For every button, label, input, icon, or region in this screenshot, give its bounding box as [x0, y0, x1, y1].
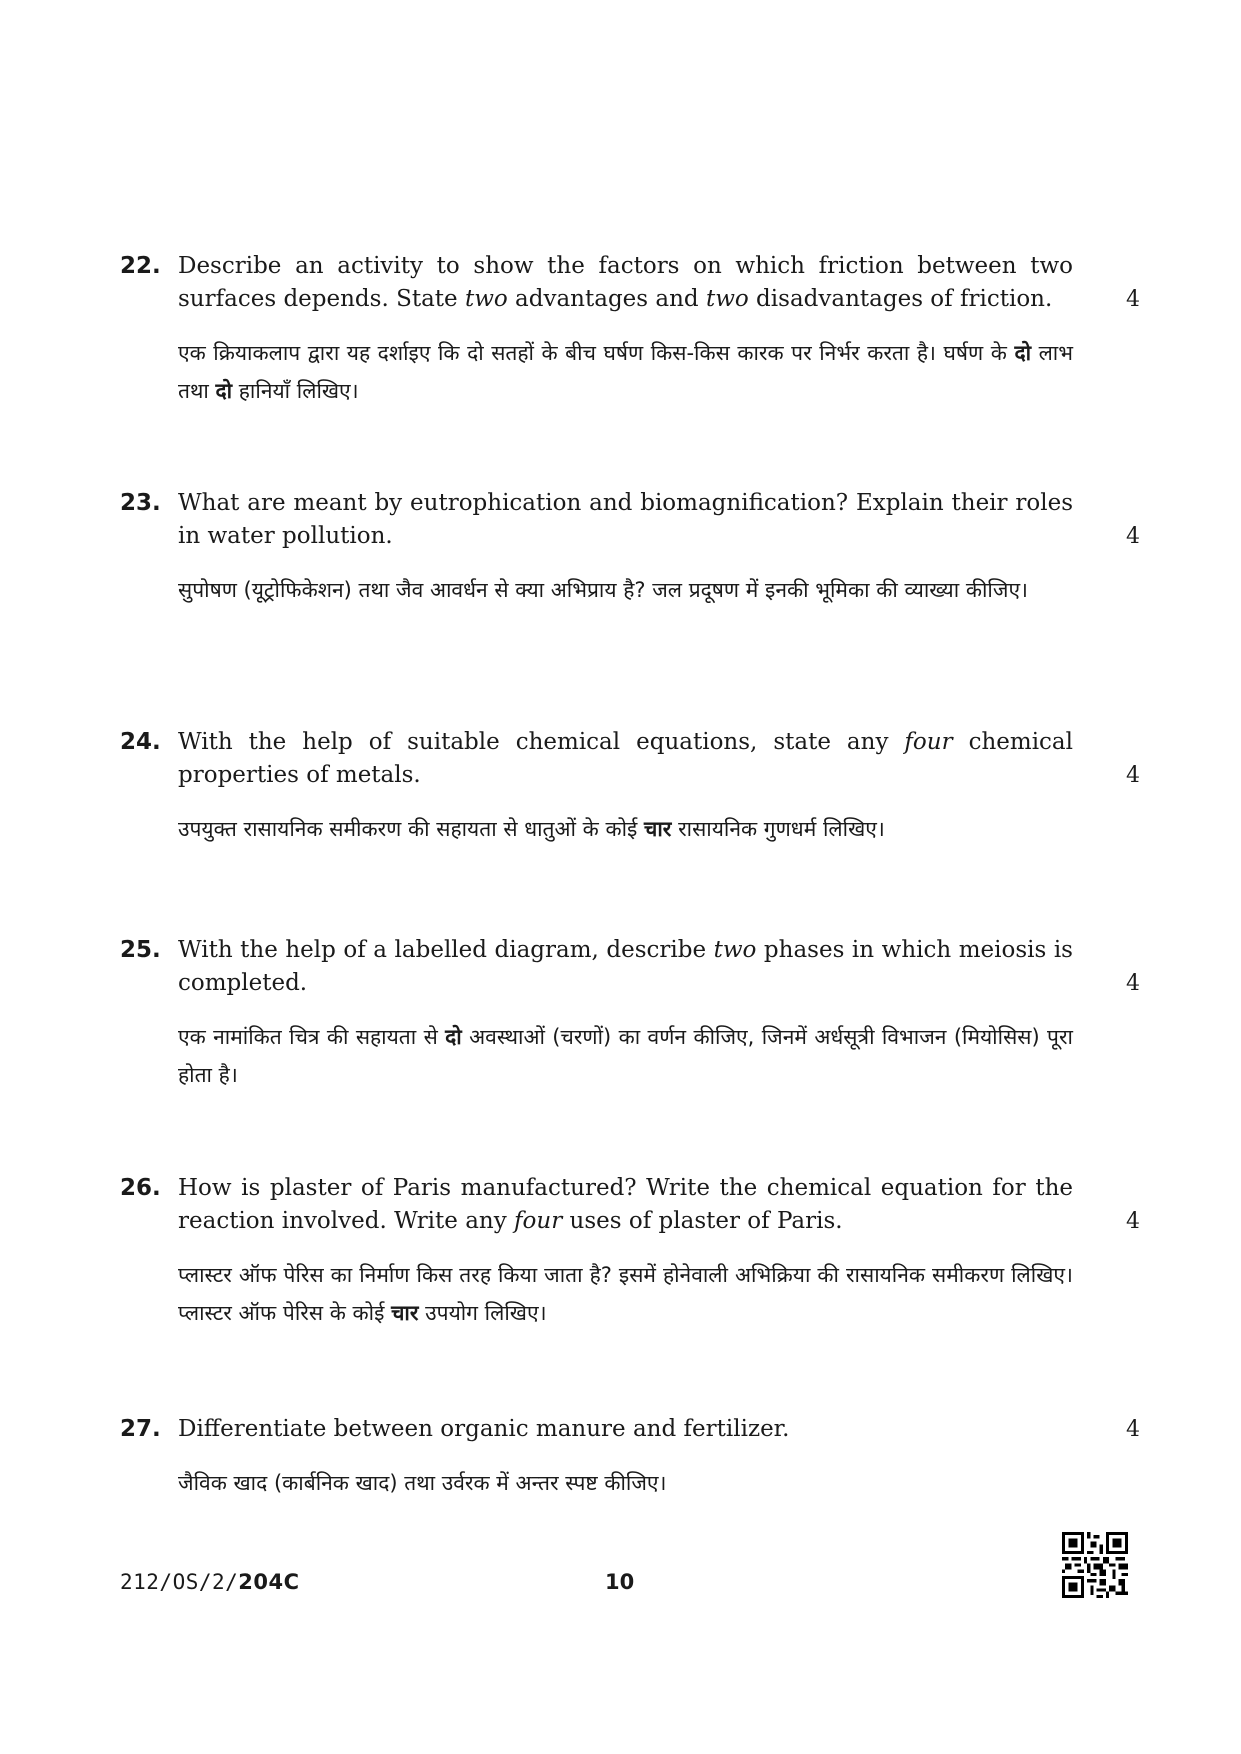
question-26 — [120, 1172, 1140, 1332]
hindi-text-segment: सुपोषण (यूट्रोफिकेशन) तथा जैव आवर्धन से क्या अभिप्राय है? जल प्रदूषण में इनकी भूमिका की व्याख्या कीजिए। — [178, 578, 1029, 602]
hindi-text-segment: दो — [445, 1025, 462, 1049]
hindi-text-segment: दो — [1014, 341, 1032, 365]
english-text-segment: two — [464, 286, 508, 312]
hindi-text-segment: उपयुक्त रासायनिक समीकरण की सहायता से धातुओं के कोई — [178, 817, 645, 841]
question-number: 25. — [120, 937, 161, 963]
question-text-english — [178, 726, 1073, 792]
hindi-text-segment: अवस्थाओं (चरणों) का वर्णन कीजिए, जिनमें अर्धसूत्री विभाजन (मियोसिस) पूरा होता है। — [178, 1025, 1073, 1087]
question-text-english — [178, 250, 1073, 316]
english-text-segment: phases in which meiosis is completed. — [178, 937, 1073, 996]
hindi-text-segment: प्लास्टर ऑफ पेरिस का निर्माण किस तरह किया जाता है? इसमें होनेवाली अभिक्रिया की रासायनिक समीकरण लिखिए। प्लास्टर ऑफ पेरिस के कोई — [178, 1263, 1073, 1325]
english-text-segment: two — [713, 937, 757, 963]
question-text-english — [178, 1172, 1073, 1238]
question-text-hindi — [178, 571, 1073, 609]
question-number: 22. — [120, 253, 161, 279]
question-25 — [120, 934, 1140, 1094]
question-text-hindi — [178, 810, 1073, 848]
question-23 — [120, 487, 1140, 609]
english-text-segment: disadvantages of friction. — [748, 286, 1053, 312]
question-number: 27. — [120, 1416, 161, 1442]
hindi-text-segment: रासायनिक गुणधर्म लिखिए। — [671, 817, 885, 841]
english-text-segment: With the help of suitable chemical equations, state any — [178, 729, 905, 755]
page-number: 10 — [605, 1570, 635, 1594]
question-marks: 4 — [1126, 971, 1140, 996]
question-number: 26. — [120, 1175, 161, 1201]
question-english-row — [120, 250, 1140, 316]
english-text-segment: two — [705, 286, 749, 312]
english-text-segment: With the help of a labelled diagram, describe — [178, 937, 714, 963]
paper-code — [120, 1570, 300, 1594]
english-text-segment: four — [904, 729, 953, 755]
paper-code-bold: 204C — [238, 1570, 300, 1594]
question-22 — [120, 250, 1140, 410]
question-text-hindi — [178, 1464, 1073, 1502]
qr-code-icon — [1062, 1532, 1128, 1598]
english-text-segment: Differentiate between organic manure and fertilizer. — [178, 1416, 790, 1442]
english-text-segment: uses of plaster of Paris. — [562, 1208, 843, 1234]
hindi-text-segment: एक नामांकित चित्र की सहायता से — [178, 1025, 446, 1049]
hindi-text-segment: चार — [644, 817, 672, 841]
question-text-hindi — [178, 1256, 1073, 1332]
question-marks: 4 — [1126, 1417, 1140, 1442]
question-english-row — [120, 934, 1140, 1000]
question-number: 24. — [120, 729, 161, 755]
question-text-english — [178, 934, 1073, 1000]
question-27 — [120, 1413, 1140, 1502]
question-english-row — [120, 487, 1140, 553]
question-marks: 4 — [1126, 763, 1140, 788]
english-text-segment: Describe an activity to show the factors on which friction between two surfaces depends. State — [178, 253, 1073, 312]
hindi-text-segment: चार — [391, 1301, 419, 1325]
english-text-segment: four — [514, 1208, 563, 1234]
question-english-row — [120, 1172, 1140, 1238]
question-marks: 4 — [1126, 1209, 1140, 1234]
question-marks: 4 — [1126, 287, 1140, 312]
question-english-row — [120, 1413, 1140, 1446]
english-text-segment: What are meant by eutrophication and biomagnification? Explain their roles in water pollution. — [178, 490, 1073, 549]
question-text-hindi — [178, 334, 1073, 410]
question-number: 23. — [120, 490, 161, 516]
english-text-segment: How is plaster of Paris manufactured? Write the chemical equation for the reaction involved. Write any — [178, 1175, 1073, 1234]
hindi-text-segment: एक क्रियाकलाप द्वारा यह दर्शाइए कि दो सतहों के बीच घर्षण किस-किस कारक पर निर्भर करता है। घर्षण के — [178, 341, 1015, 365]
hindi-text-segment: लाभ तथा — [178, 341, 1074, 403]
question-text-english — [178, 1413, 1073, 1446]
question-24 — [120, 726, 1140, 848]
hindi-text-segment: दो — [215, 379, 233, 403]
question-english-row — [120, 726, 1140, 792]
hindi-text-segment: हानियाँ लिखिए। — [232, 379, 359, 403]
question-text-hindi — [178, 1018, 1073, 1094]
hindi-text-segment: जैविक खाद (कार्बनिक खाद) तथा उर्वरक में अन्तर स्पष्ट कीजिए। — [178, 1471, 667, 1495]
english-text-segment: chemical properties of metals. — [178, 729, 1073, 788]
question-marks: 4 — [1126, 524, 1140, 549]
english-text-segment: advantages and — [507, 286, 706, 312]
hindi-text-segment: उपयोग लिखिए। — [418, 1301, 547, 1325]
question-text-english — [178, 487, 1073, 553]
paper-code-prefix: 212/OS/2/ — [120, 1570, 239, 1594]
